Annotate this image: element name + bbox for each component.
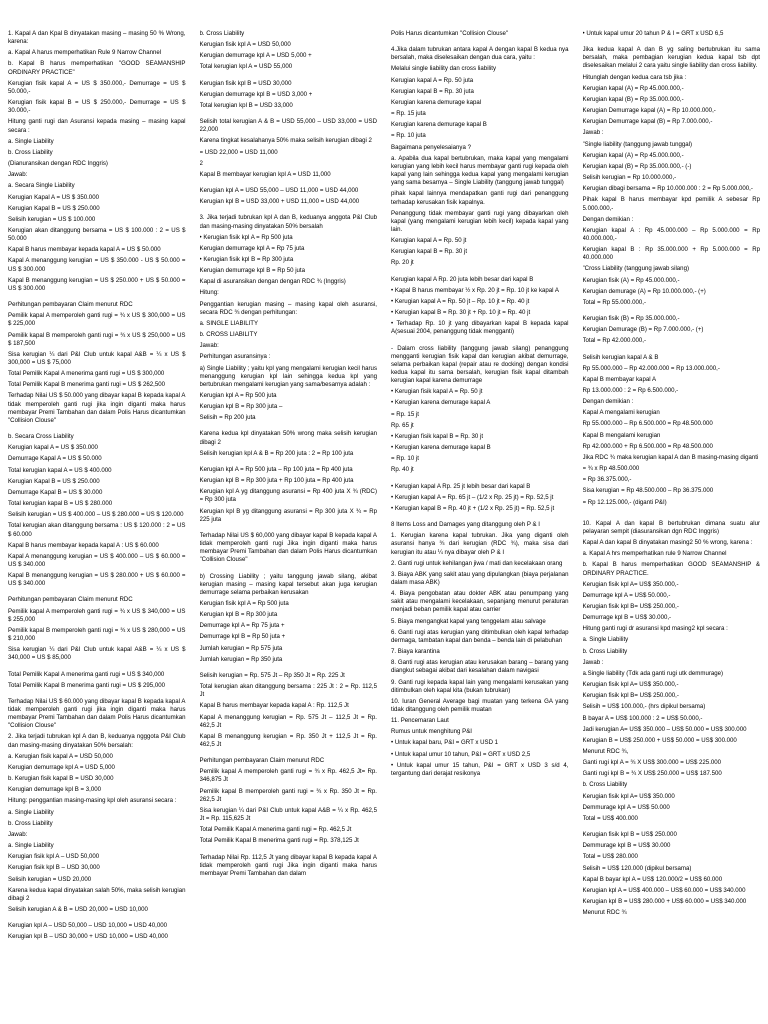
text-line: Kapal A dan kapal B dinyatakan masing2 50 % wrong, karena : (582, 539, 753, 547)
text-line: Kerugian demurrage kpl B = 3,000 (8, 786, 101, 794)
text-line: Kerugian kpl B = Rp 300 juta + Rp 100 juta = Rp 400 juta (199, 477, 354, 485)
text-line: Rp 13.000.000 : 2 = Rp 6.500.000,- (582, 387, 679, 394)
text-line: Kerugian kapal B : Rp 35.000.000 + Rp 5.000.000 = Rp 40.000.000 (582, 246, 760, 262)
text-line: Kerugian demurrage kpl A = USD 5,000 + (199, 52, 312, 60)
text-line: Jawab: (199, 342, 219, 350)
text-line: Kapal B harus membayar kepada kapal A : US $ 60.000 (8, 541, 159, 549)
text-line: Jika RDC ¾ maka kerugian kapal A dan B masing-masing diganti (582, 453, 759, 461)
text-line: Selisih = Rp 200 juta (199, 414, 256, 422)
text-line: Kerugian fisik kpl A= US$ 350.000 (582, 792, 675, 800)
text-line: Kerugian demurrage kpl A = USD 5,000 (8, 763, 115, 771)
text-line: Terhadap Nilai US $ 50.000 yang dibayar kapal B kepada kapal A tidak memperoleh ganti rugi jika ingin diganti maka harus membayar Premi Tambahan dan dalam Polis Harus dicantumkan "Collision Clouse" (8, 392, 186, 424)
text-line: Sisa kerugian = Rp 48.500.000 – Rp 36.375.000 (582, 487, 714, 495)
text-line: Kapal B menanggung kerugian = US $ 250.000 + US $ 50.000 = US $ 300.000 (8, 276, 186, 292)
text-line: Rp. 40 jt (391, 466, 414, 474)
text-line: b) Crossing Liability ; yaitu tanggung jawab silang, akibat kerugian masing – masing kapal tersebut akan juga kerugian demurrage selama perbaikan kerusakan (199, 572, 377, 596)
text-column-3 (391, 30, 569, 1020)
text-line: • Kerugian kapal B = Rp. 30 jt + Rp. 10 jt = Rp. 40 jt (391, 309, 531, 317)
text-line: a. Kerugian fisik kapal A = USD 50,000 (8, 752, 113, 760)
text-line: Jawab: (8, 171, 28, 179)
text-line: Pemilik kapal B memperoleh ganti rugi = ¾ x US $ 280,000 = US $ 210,000 (8, 626, 186, 643)
text-line: Kerugian fisik kpl A – USD 50,000 (8, 853, 100, 861)
text-line: Kerugian kpl B yg ditanggung asuransi = Rp 300 juta X ¾ = Rp 225 juta (199, 507, 377, 523)
text-line: Kerugian Kapal B = US $ 250.000 (8, 477, 100, 485)
text-line: Kapal B menanggung kerugian = US $ 280.000 + US $ 60.000 = US $ 340.000 (8, 572, 186, 588)
text-line: • Kerugian kapal B = Rp. 40 jt + (1/2 x Rp. 25 jt) = Rp. 52,5 jt (391, 504, 555, 512)
text-line: Demurrage kpl A = Rp 75 juta + (199, 622, 285, 630)
text-line: Kerugian kapal (B) = Rp 35.000.000,- (-) (582, 162, 692, 170)
text-line: Kerugian kapal B = Rp. 30 jt (391, 248, 468, 256)
text-line: Pemilik kapal B memperoleh ganti rugi = ¾ x Rp. 350 Jt = Rp. 262,5 Jt (199, 787, 377, 803)
text-line: Kerugian Kapal A = US $ 350.000 (8, 193, 99, 201)
text-line: Jumlah kerugian = Rp 350 juta (199, 655, 283, 663)
text-line: Penggantian kerugian masing – masing kapal oleh asuransi, secara RDC ¾ dengan perhitungan: (199, 300, 377, 316)
text-line: Demurrage Kapal A = US $ 50.000 (8, 455, 102, 463)
text-line: Demurrage Kapal B = US $ 30.000 (8, 488, 103, 496)
text-line: Total Pemilik Kapal A menerima ganti rugi = US $ 300,000 (8, 370, 165, 378)
text-line: Selisih = US$ 100.000,- (hrs dipikul bersama) (582, 703, 706, 711)
text-line: = USD 22,000 = USD 11,000 (199, 148, 278, 156)
text-line: a. Single Liability (582, 636, 629, 644)
text-line: (Dianuransikan dengan RDC Inggris) (8, 160, 108, 168)
text-line: Selisih kerugian kapal A & B (582, 353, 659, 361)
text-line: Kerugian kapal A = US $ 350.000 (8, 444, 98, 452)
text-line: Kerugian kpl A = Rp 500 juta (199, 392, 277, 399)
text-line: 1. Kerugian karena kapal tubrukan. Jika yang diganti oleh asuransi hanya ¾ dari kerugian (RDC ¾), maka sisa dari kerugian itu atau ¼ nya dibayar oleh P & I (391, 532, 569, 556)
text-line: Perhitungan pembayaran Claim menurut RDC (8, 301, 133, 309)
text-line: b. Cross Liability (8, 819, 53, 827)
text-line: Kerugian kpl A = US$ 400.000 – US$ 60.000 = US$ 340.000 (582, 886, 746, 894)
text-line: = ¾ x Rp 48.500.000 (582, 465, 640, 473)
text-line: Kerugian fisik kpl B = USD 30,000 (199, 79, 292, 87)
text-line: 1. Kapal A dan Kpal B dinyatakan masing – masing 50 % Wrong, karena: (8, 30, 186, 46)
text-line: Kapal A menanggung kerugian = Rp. 575 Jt – 112,5 Jt = Rp. 462,5 Jt (199, 713, 377, 729)
text-line: Total = US$ 400.000 (582, 814, 638, 822)
text-line: Kerugian fisik kapal A = US $ 350.000,- Demurrage = US $ 50.000,- (8, 79, 186, 95)
text-line: 3. Jika terjadi tubrukan kpl A dan B, keduanya anggota P&I Club dan masing-masing dinyatakan 50% bersalah (199, 214, 377, 230)
text-column-2 (200, 30, 378, 1020)
text-line: Kapal B harus membayar kepada kapal A = US $ 50.000 (8, 246, 161, 254)
text-line: = Rp. 15 jt (391, 410, 419, 418)
text-line: Kerugian fisik kpl A= US$ 350.000,- (582, 681, 679, 689)
text-line: "Single liability (tanggung jawab tunggal) (582, 140, 693, 148)
text-line: Kerugian dibagi bersama = Rp 10.000.000 : 2 = Rp 5.000.000,- (582, 185, 753, 193)
text-line: a.Single liability (Tdk ada ganti rugi utk demmurage) (582, 669, 724, 677)
text-column-1 (8, 30, 186, 1020)
text-line: Kerugian kpl A = Rp 500 juta – Rp 100 juta = Rp 400 juta (199, 465, 353, 473)
text-line: Kerugian kapal A = Rp. 50 jt (391, 237, 467, 245)
text-line: 11. Pencemaran Laut (391, 717, 449, 725)
text-line: Total Pemilik Kapal A menerima ganti rugi = US $ 340,000 (8, 670, 165, 678)
text-line: Sisa kerugian ¼ dari P&I Club untuk kapal A&B = ¼ x US $ 300,000 = US $ 75,000 (8, 350, 186, 366)
text-line: Terhadap Nilai US $ 60,000 yang dibayar kapal B kepada kapal A tidak memperoleh ganti rugi Jika ingin diganti maka harus membayar Premi Tambahan dan dalam Polis Harus dicantumkan "Collision Clouse" (199, 531, 377, 564)
text-line: Rp 42.000.000 + Rp 6.500.000 = Rp 48.500.000 (582, 442, 713, 450)
text-line: Kapal B bayar kpl A = US$ 120.000/2 = US$ 60.000 (582, 875, 723, 883)
text-line: Kerugian kpl B = Rp 300 juta (199, 611, 278, 619)
text-line: Kerugian demurage (A) = Rp 10.000.000,- (+) (582, 287, 706, 295)
text-line: Rp 55.000.000 – Rp 42.000.000 = Rp 13.000.000,- (582, 364, 720, 372)
text-line: Terhadap Nilai Rp. 112,5 Jt yang dibayar kapal B kepada kapal A tidak memperoleh ganti rugi Jika ingin diganti maka harus membayar Premi Tambahan dan dalam (199, 853, 377, 877)
text-line: Kerugian fisik kpl B= US$ 250.000,- (582, 692, 679, 700)
text-line: Total Pemilik Kapal A menerima ganti rugi = Rp. 462,5 Jt (199, 826, 352, 834)
text-line: Kerugian Kapal B = US $ 250.000 (8, 204, 100, 212)
text-line: Perhitungan pembayaran Claim menurut RDC (8, 596, 133, 604)
text-line: Total = US$ 280.000 (582, 853, 638, 861)
text-line: Karena kedua kpl dinyatakan 50% wrong maka selisih kerugian dibagi 2 (199, 430, 377, 446)
text-line: b. Kapal B harus memperhatikan GOOD SEAMANSHIP & ORDINARY PRACTICE. (582, 561, 760, 577)
text-line: Menurut RDC ¾, (582, 748, 629, 755)
text-line: a. SINGLE LIABILITY (199, 319, 259, 327)
text-line: Kerugian fisik kpl A = USD 50,000 (199, 41, 291, 49)
text-line: Kerugian demurrage kpl A = Rp 75 juta (199, 244, 305, 252)
text-line: Karena tingkat kesalahanya 50% maka selisih kerugian dibagi 2 (199, 137, 372, 145)
text-line: Bagaimana penyelesaianya ? (391, 143, 471, 151)
text-line: Selisih kerugian kpl A & B = Rp 200 juta : 2 = Rp 100 juta (199, 449, 354, 457)
text-line: Polis Harus dicantumkan "Collision Clouse" (391, 30, 509, 37)
text-line: • Kerugian karena demurage kapal B (391, 444, 491, 452)
text-line: Total kerugian akan ditanggung bersama : 225 Jt : 2 = Rp. 112,5 Jt (199, 683, 377, 699)
text-line: Total kerugian akan ditanggung bersama : US $ 120.000 : 2 = US $ 60.000 (8, 522, 186, 538)
text-line: Kapal B menanggung kerugian = Rp. 350 Jt + 112,5 Jt = Rp. 462,5 Jt (199, 732, 377, 748)
text-line: 8. Ganti rugi atas kerugian atau kerusakan barang – barang yang diangkut sebagai akibat dari kesalahan dalam navigasi (391, 659, 569, 675)
text-line: Kerugian fisik kpl B = US$ 250.000 (582, 831, 677, 839)
text-line: Kerugian fisik kpl A= US$ 350.000,- (582, 580, 679, 588)
text-line: B bayar A = US$ 100.000 : 2 = US$ 50.000,- (582, 714, 703, 722)
text-line: • Kerugian fisik kpl B = Rp 300 juta (199, 255, 294, 263)
text-line: Pemilik kapal A memperoleh ganti rugi = ¾ x Rp. 462,5 Jt= Rp. 346,875 Jt (199, 768, 377, 784)
text-line: Kerugian kapal A Rp. 20 juta lebih besar dari kapal B (391, 275, 534, 283)
text-line: a. Single Liability (8, 842, 54, 850)
text-line: Rp. 20 jt (391, 259, 414, 267)
text-line: Kerugian karena demurage kapal (391, 98, 482, 106)
text-line: • Untuk kapal baru, P&I = GRT x USD 1 (391, 739, 499, 747)
text-line: Ganti rugi kpl A = ¾ X US$ 300.000 = US$ 225.000 (582, 759, 722, 767)
text-line: Sisa kerugian ¼ dari P&I Club untuk kapal A&B = ¼ x Rp. 462,5 Jt = Rp. 115,625 Jt (199, 806, 377, 823)
text-line: Hitung: (199, 289, 219, 297)
text-line: Selisih kerugian = Rp. 575 Jt – Rp 350 Jt = Rp. 225 Jt (199, 671, 345, 679)
text-line: Terhadap Nilai US $ 60.000 yang dibayar kapal B kepada kapal A tidak memperoleh ganti rugi jika ingin diganti maka harus membayar Premi Tambahan dan dalam Polis Harus dicantumkan "Collision Clouse" (8, 697, 186, 730)
text-line: Kapal di asuransikan dengan dengan RDC ¾ (Inggris) (199, 278, 346, 286)
text-line: Kerugian kapal B = Rp. 30 juta (391, 87, 474, 95)
text-line: a. Secara Single Liability (8, 182, 75, 190)
text-line: • Kerugian kapal A = Rp. 50 jt – Rp. 10 jt = Rp. 40 jt (391, 297, 530, 305)
text-line: Kerugian kpl B – USD 30,000 + USD 10,000 = USD 40,000 (8, 933, 168, 941)
text-line: Kerugian Demurage (B) = Rp 7.000.000,- (+) (582, 326, 704, 334)
text-line: Ganti rugi kpl B = ¾ X US$ 250.000 = US$ 187.500 (582, 770, 722, 778)
text-line: "Cross Liability (tanggung jawab silang) (582, 265, 689, 273)
text-line: Selisih kerugian = US $ 400.000 – US $ 280.000 = US $ 120.000 (8, 511, 184, 519)
text-line: a. Apabila dua kapal bertubrukan, maka kapal yang mengalami kerugian yang lebih kecil harus membayar ganti rugi kepada oleh kapal yang lain sehingga kedua kapal yang mengalami kerugian yang sama besarnya – Single Liability (tanggung jawab tunggal) (391, 154, 569, 187)
text-line: 2. Jika terjadi tubrukan kpl A dan B, keduanya ngggota P&I Club dan masing-masing dinyatakan 50% bersalah: (8, 733, 186, 749)
text-line: Pemilik kapal A memperoleh ganti rugi = ¾ x US $ 300,000 = US $ 225,000 (8, 312, 186, 328)
text-line: b. CROSS LIABILITY (199, 331, 258, 339)
text-line: Kerugian kpl A yg ditanggung asuransi = Rp 400 juta X ¾ (RDC) = Rp 300 juta (199, 488, 377, 504)
text-line: a. Kapal A harus memperhatikan Rule 9 Narrow Channel (8, 49, 162, 57)
text-line: 10. Kapal A dan kapal B bertubrukan dimana suatu alur pelayaran sempit (diasuransikan dgn RDC Inggris) (582, 519, 760, 535)
text-line: Jawab : (582, 129, 604, 137)
text-line: Jawab: (8, 830, 28, 838)
text-line: 10. Iuran General Average bagi muatan yang terkena GA yang tidak ditanggung oleh pemilik muatan (391, 697, 569, 713)
text-line: Rp 55.000.000 – Rp 6.500.000 = Rp 48.500.000 (582, 420, 713, 428)
text-line: • Kapal B harus membayar ½ x Rp. 20 jt = Rp. 10 jt ke kapal A (391, 286, 559, 294)
text-line: b. Secara Cross Liability (8, 433, 74, 441)
text-line: Kerugian fisik kpl B= US$ 250.000,- (582, 602, 679, 610)
text-line: = Rp 36.375.000,- (582, 476, 632, 484)
text-line: Kapal A menanggung kerugian = US $ 350.000 - US $ 50.000 = US $ 300.000 (8, 257, 186, 273)
text-line: Selisih kerugian = US $ 100.000 (8, 215, 96, 223)
text-column-4 (583, 30, 761, 1020)
text-line: Kerugian kapal (A) = Rp 45.000.000,- (582, 151, 684, 159)
text-line: • Untuk kapal umur 15 tahun, P&I = GRT x USD 3 s/d 4, tergantung dari derajat resikonya (391, 761, 569, 777)
text-line: Total kerugian kapal B = US $ 280.000 (8, 500, 113, 508)
text-line: Total = Rp 55.000.000,- (582, 298, 647, 306)
text-line: a) Single Liability ; yaitu kpl yang mengalami kerugian kecil harus menanggung kerugian kpl lain sehingga kedua kpl yang bertubrukan mengalami kerugian yang sama/besarnya adalah : (199, 364, 377, 388)
text-line: Menurut RDC ¾ (582, 909, 627, 917)
text-line: Jadi kerugian A= US$ 350.000 – US$ 50.000 = US$ 300.000 (582, 725, 747, 733)
text-line: Kerugian demurrage kpl B = Rp 50 juta (199, 267, 306, 275)
text-line: Pemilik kapal B memperoleh ganti rugi = ¾ x US $ 250,000 = US $ 187,500 (8, 331, 186, 347)
text-line: = Rp. 10 juta (391, 132, 426, 140)
text-line: a. Single Liability (8, 808, 54, 816)
text-line: 6. Ganti rugi atas kerugian yang ditimbulkan oleh kapal terhadap dermaga, tambatan kapal dan benda – benda lain di pelabuhan (391, 628, 569, 644)
text-line: Pihak kapal B harus membayar kpd pemilik A sebesar Rp 5.000.000,- (582, 196, 760, 212)
text-line: Kerugian B = US$ 250.000 + US$ 50.000 = US$ 300.000 (582, 736, 737, 744)
text-line: = Rp. 15 juta (391, 110, 426, 118)
text-line: Hitung ganti rugi dr asuransi kpd masing2 kpl secara : (582, 625, 728, 633)
text-line: b. Cross Liability (199, 30, 245, 37)
text-line: Kapal B harus membayar kepada kapal A : Rp. 112,5 Jt (199, 702, 349, 710)
text-line: 3. Biaya ABK yang sakit atau yang dipulangkan (biaya perjalanan dalam masa ABK) (391, 570, 569, 586)
text-line: Dengan demikian : (582, 398, 634, 406)
text-line: a. Kapal A hrs memperhatikan rule 9 Narrow Channel (582, 550, 727, 558)
text-line: Kerugian fisik kapal B = US $ 250.000,- Demurrage = US $ 30.000,- (8, 99, 186, 115)
text-line: 4. Biaya pengobatan atau dokter ABK atau penumpang yang sakit atau mengalami kecelakaan, sepanjang menurut peraturan menjadi beban pemilik kapal atau carrier (391, 590, 569, 614)
text-line: Total kerugian kpl B = USD 33,000 (199, 101, 293, 109)
text-line: Kerugian Demurrage kapal (A) = Rp 10.000.000,- (582, 107, 716, 115)
text-line: Kapal A mengalami kerugian (582, 409, 660, 417)
text-line: Rp. 65 jt (391, 421, 414, 429)
text-line: • Kerugian fisik kpl A = Rp 500 juta (199, 233, 293, 241)
text-line: Demurrage kpl A = US$ 50.000,- (582, 591, 671, 599)
text-line: • Untuk kapal umur 20 tahun P & I = GRT x USD 6,5 (582, 30, 724, 37)
text-line: Sisa kerugian ¼ dari P&I Club untuk kapal A&B = ¼ x US $ 340,000 = US $ 85,000 (8, 646, 186, 662)
text-line: = Rp. 10 jt (391, 455, 419, 463)
text-line: Penanggung tidak membayar ganti rugi yang dibayarkan oleh kapal (yang mengalami kerugian lebih kecil) kepada kapal yang lain. (391, 209, 569, 233)
text-line: b. Cross Liability (8, 148, 53, 156)
text-line: Selisih total kerugian A & B = USD 55,000 – USD 33,000 = USD 22,000 (199, 118, 377, 134)
text-line: Kerugian fisik kpl A = Rp 500 juta (199, 599, 289, 607)
text-line: 2. Ganti rugi untuk kehilangan jiwa / mati dan kecelakaan orang (391, 559, 563, 567)
text-line: 4.Jika dalam tubrukan antara kapal A dengan kapal B kedua nya bersalah, maka diselesaikan dengan dua cara, yaitu : (391, 46, 569, 62)
text-line: • Kerugian fisik kapal B = Rp. 30 jt (391, 432, 484, 440)
text-line: = Rp 12.125.000,- (diganti P&I) (582, 498, 667, 506)
text-line: Hitunglah dengan kedua cara tsb jika : (582, 73, 687, 81)
text-line: b. Kapal B harus memperhatikan "GOOD SEAMANSHIP ORDINARY PRACTICE" (8, 60, 186, 76)
text-line: Kerugian Demurrage kapal (B) = Rp 7.000.000,- (582, 118, 713, 126)
text-line: b. Cross Liability (582, 647, 628, 655)
text-line: Total Pemilik Kapal B menerima ganti rugi = US $ 262,500 (8, 381, 165, 389)
text-line: Demmurage kpl A = US$ 50.000 (582, 803, 670, 811)
text-line: Kerugian kpl B = US$ 280.000 + US$ 60.000 = US$ 340.000 (582, 898, 747, 906)
text-line: Hitung ganti rugi dan Asuransi kepada masing – masing kapal secara : (8, 118, 186, 134)
text-line: b. Kerugian fisik kapal B = USD 30,000 (8, 775, 114, 783)
text-line: Jawab : (582, 658, 604, 666)
text-line: Kerugian kapal A = Rp. 50 juta (391, 76, 474, 84)
text-line: Kerugian kpl A – USD 50,000 – USD 10,000 = USD 40,000 (8, 922, 168, 930)
text-line: Selisih kerugian A & B = USD 20,000 = USD 10,000 (8, 905, 148, 913)
text-line: Total kerugian kpl A = USD 55,000 (199, 63, 293, 71)
text-line: Pemilik kapal A memperoleh ganti rugi = ¾ x US $ 340,000 = US $ 255,000 (8, 607, 186, 623)
text-line: Kerugian akan ditanggung bersama = US $ 100.000 : 2 = US $ 50.000 (8, 226, 186, 243)
text-line: Jumlah kerugian = Rp 575 juta (199, 644, 283, 652)
text-line: 9. Ganti rugi kepada kapal lain yang mengalami kerusakan yang ditimbulkan oleh kapal kita (bukan tubrukan) (391, 678, 569, 694)
text-line: Demurrage kpl B = Rp 50 juta + (199, 633, 286, 641)
text-line: Kerugian fisik (A) = Rp 45.000.000,- (582, 276, 680, 284)
text-line: Karena kedua kapal dinyatakan salah 50%, maka selisih kerugian dibagi 2 (8, 886, 186, 902)
text-line: Kapal B membayar kapal A (582, 375, 657, 383)
text-line: Melalui single liability dan cross liability (391, 65, 496, 73)
text-line: Kerugian kapal (B) = Rp 35.000.000,- (582, 95, 684, 103)
text-line: Kerugian kapal A : Rp 45.000.000 – Rp 5.000.000 = Rp 40.000.000,- (582, 226, 760, 242)
text-line: • Untuk kapal umur 10 tahun, P&I = GRT x USD 2,5 (391, 750, 531, 758)
text-line: Kapal A menanggung kerugian = US $ 400.000 – US $ 60.000 = US $ 340.000 (8, 552, 186, 568)
text-line: Kerugian kpl B = Rp 300 juta – (199, 403, 283, 411)
text-line: • Terhadap Rp. 10 jt yang dibayarkan kapal B kepada kapal A(sesuai 2004, penanggung tidak mengganti) (391, 320, 569, 336)
text-line: 8 Items Loss and Damages yang ditanggung oleh P & I (391, 521, 540, 529)
text-line: Kerugian kapal (A) = Rp 45.000.000,- (582, 84, 684, 92)
text-line: • Kerugian fisik kapal A = Rp. 50 jt (391, 388, 483, 396)
text-line: b. Cross Liability (582, 781, 628, 789)
text-line: • Kerugian karena demurage kapal A (391, 399, 491, 407)
text-line: Kerugian fisik kpl B – USD 30,000 (8, 864, 100, 872)
text-line: Demurrage kpl B = US$ 30.000,- (582, 614, 672, 622)
text-line: a. Single Liability (8, 137, 54, 145)
text-line: Total Pemilik Kapal B menerima ganti rugi = US $ 295,000 (8, 681, 165, 689)
text-line: Total kerugian kapal A = US $ 400.000 (8, 466, 112, 474)
text-line: 5. Biaya mengangkat kapal yang tenggelam atau salvage (391, 617, 546, 625)
text-line: Jika kedua kapal A dan B yg saling bertubrukan itu sama bersalah, maka pembagian kerugian kedua kapal tsb dpt diselesaikan melalui 2 cara yaitu single liability dan cross liability. (582, 46, 760, 70)
text-line: Perhitungan asuransinya : (199, 353, 271, 361)
text-line: Demmurage kpl B = US$ 30.000 (582, 842, 671, 850)
text-line: Dengan demikian : (582, 215, 634, 223)
text-line: • Kerugian kapal A = Rp. 65 jt – (1/2 x Rp. 25 jt) = Rp. 52,5 jt (391, 493, 554, 501)
text-line: Selisih kerugian = USD 20,000 (8, 875, 92, 883)
text-line: Rumus untuk menghitung P&I (391, 728, 472, 736)
text-line: Kapal B mengalami kerugian (582, 431, 661, 439)
text-line: Kerugian demurrage kpl B = USD 3,000 + (199, 90, 313, 98)
text-line: Perhitungan pembayaran Claim menurut RDC (199, 757, 325, 765)
text-line: - Dalam cross liability (tanggung jawab silang) penanggung mengganti kerugian fisik kapal dan kerugian akibat demurrage, selama perbaikan kapal (repair atau re docking) dengan kondisi kedua kapal itu sama bersalah, kerugian fisik kapal ditambah kerugian kapal karena demurrage (391, 344, 569, 385)
text-line: Hitung: penggantian masing-masing kpl oleh asuransi secara : (8, 797, 177, 805)
text-line: Kerugian karena demurage kapal B (391, 121, 487, 129)
text-line: • Kerugian kapal A Rp. 25 jt lebih besar dari kapal B (391, 482, 531, 490)
text-line: Kerugian kpl B = USD 33,000 + USD 11,000 = USD 44,000 (199, 198, 360, 206)
text-line: Kapal B membayar kerugian kpl A = USD 11,000 (199, 170, 331, 178)
text-line: 2 (199, 159, 203, 167)
text-line: Selisih kerugian = Rp 10.000.000,- (582, 174, 677, 182)
text-line: 7. Biaya karantina (391, 648, 440, 656)
text-line: Total Pemilik Kapal B menerima ganti rugi = Rp. 378,125 Jt (199, 837, 359, 845)
text-line: Selisih = US$ 120.000 (dipikul bersama) (582, 864, 692, 872)
text-line: Kerugian fisik (B) = Rp 35.000.000,- (582, 315, 680, 323)
text-line: Total = Rp 42.000.000,- (582, 337, 647, 345)
text-line: pihak kapal lainnya mendapatkan ganti rugi dari penanggung terhadap kerusakan fisik kapalnya. (391, 190, 569, 206)
text-line: Kerugian kpl A = USD 55,000 – USD 11,000 = USD 44,000 (199, 187, 359, 195)
